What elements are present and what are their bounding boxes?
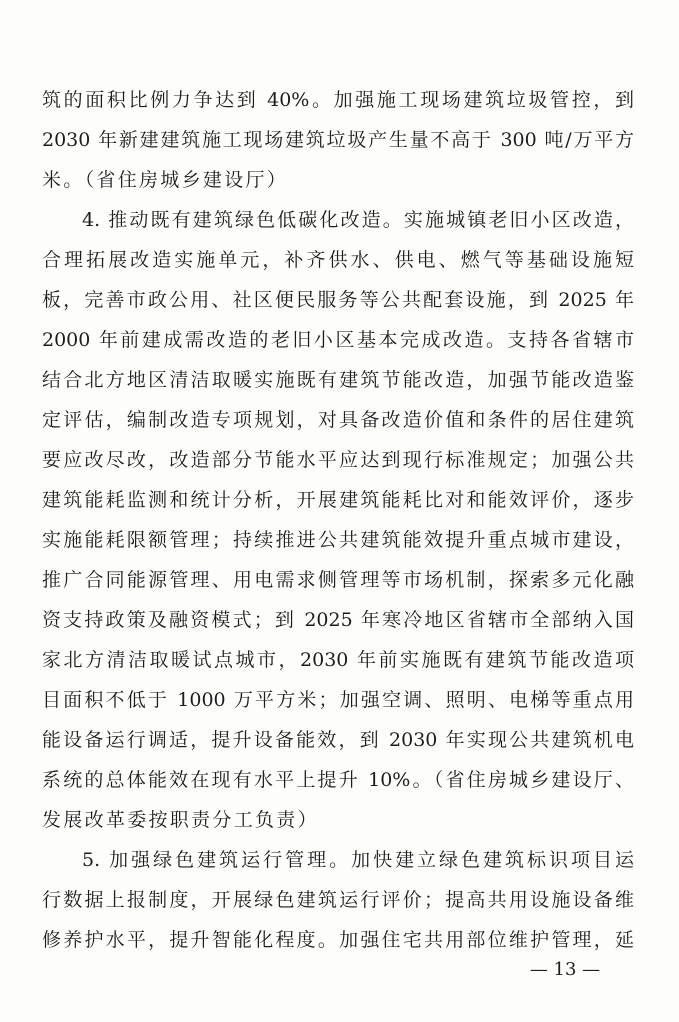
text-line-4: 4. 推动既有建筑绿色低碳化改造。实施城镇老旧小区改造，: [82, 209, 634, 231]
text-line-16: 目面积不低于 1000 万平方米；加强空调、照明、电梯等重点用: [42, 689, 634, 711]
text-line-13: 推广合同能源管理、用电需求侧管理等市场机制，探索多元化融: [42, 569, 634, 591]
text-line-17: 能设备运行调适，提升设备能效，到 2030 年实现公共建筑机电: [42, 729, 634, 751]
text-line-7: 2000 年前建成需改造的老旧小区基本完成改造。支持各省辖市: [42, 329, 634, 351]
text-line-9: 定评估，编制改造专项规划，对具备改造价值和条件的居住建筑: [42, 409, 634, 431]
text-line-8: 结合北方地区清洁取暖实施既有建筑节能改造，加强节能改造鉴: [42, 369, 634, 391]
text-line-2: 2030 年新建建筑施工现场建筑垃圾产生量不高于 300 吨/万平方: [42, 129, 634, 151]
text-line-6: 板，完善市政公用、社区便民服务等公共配套设施，到 2025 年: [42, 289, 634, 311]
text-line-1: 筑的面积比例力争达到 40%。加强施工现场建筑垃圾管控，到: [42, 89, 634, 111]
text-line-20: 5. 加强绿色建筑运行管理。加快建立绿色建筑标识项目运: [82, 849, 634, 871]
text-line-21: 行数据上报制度，开展绿色建筑运行评价；提高共用设施设备维: [42, 889, 634, 911]
text-line-14: 资支持政策及融资模式；到 2025 年寒冷地区省辖市全部纳入国: [42, 609, 634, 631]
page-number: — 13 —: [529, 959, 601, 980]
text-line-5: 合理拓展改造实施单元，补齐供水、供电、燃气等基础设施短: [42, 249, 634, 271]
text-line-12: 实施能耗限额管理；持续推进公共建筑能效提升重点城市建设，: [42, 529, 634, 551]
text-line-18: 系统的总体能效在现有水平上提升 10%。（省住房城乡建设厅、: [42, 769, 634, 791]
text-line-11: 建筑能耗监测和统计分析，开展建筑能耗比对和能效评价，逐步: [42, 489, 634, 511]
text-line-3: 米。（省住房城乡建设厅）: [42, 169, 289, 191]
text-line-10: 要应改尽改，改造部分节能水平应达到现行标准规定；加强公共: [42, 449, 634, 471]
text-line-19: 发展改革委按职责分工负责）: [42, 809, 319, 831]
text-line-15: 家北方清洁取暖试点城市，2030 年前实施既有建筑节能改造项: [42, 649, 634, 671]
text-line-22: 修养护水平，提升智能化程度。加强住宅共用部位维护管理，延: [42, 929, 634, 951]
